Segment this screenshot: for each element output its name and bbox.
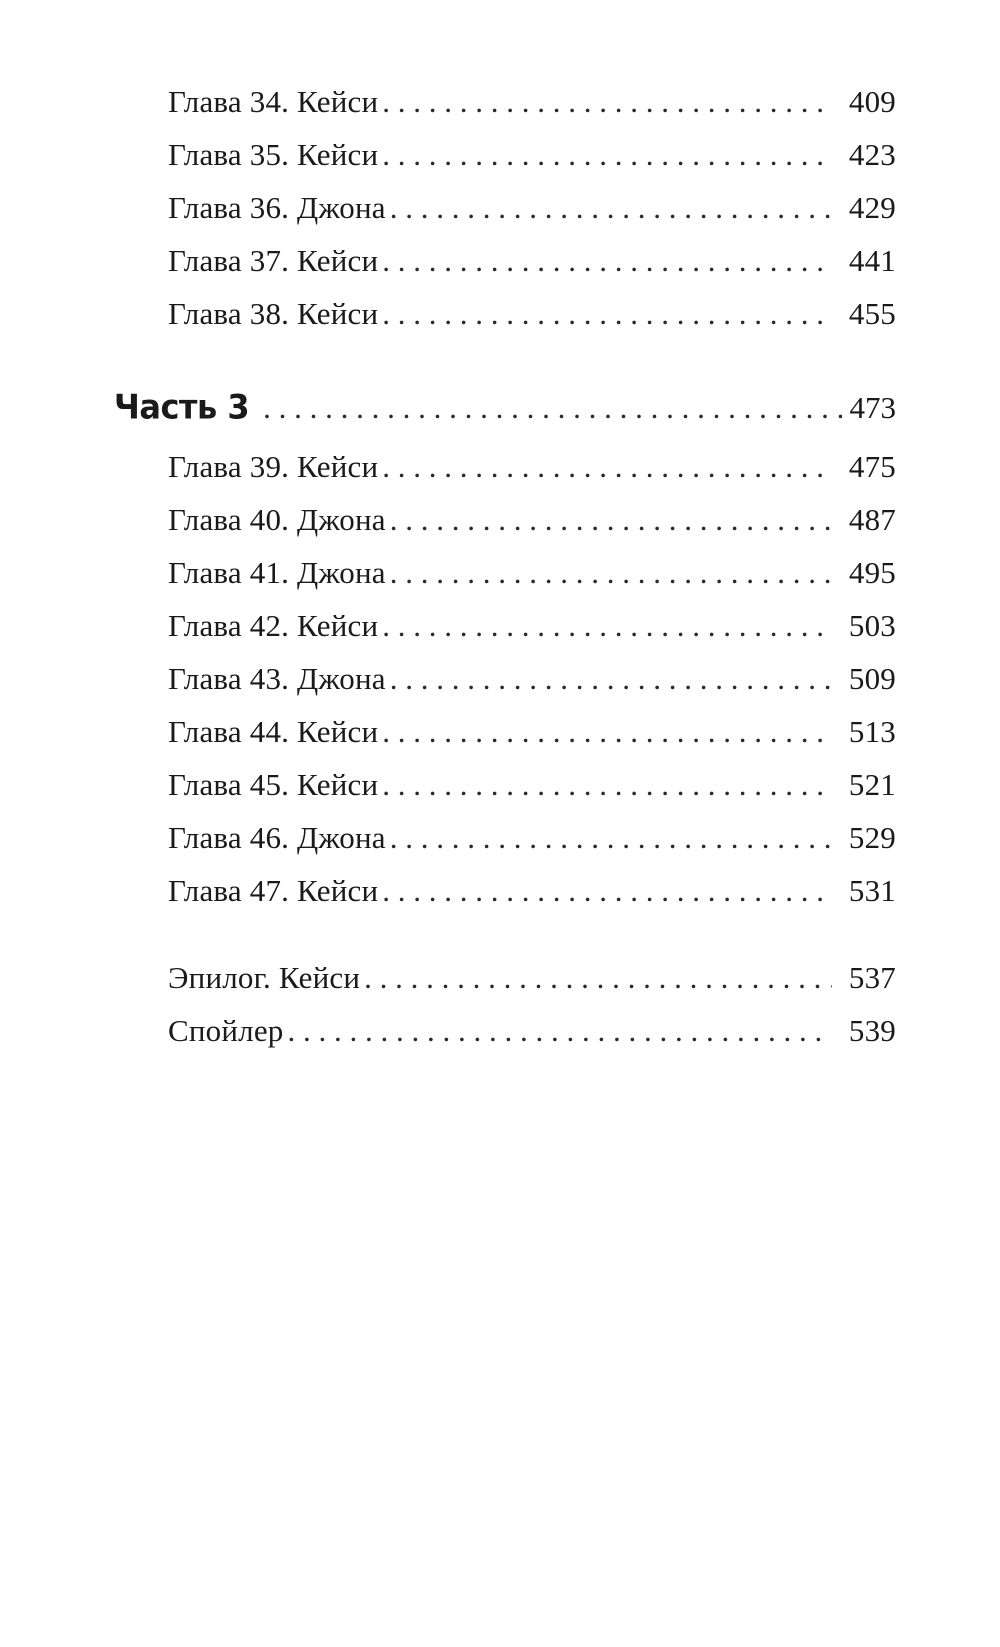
toc-entry-page: 531 (848, 873, 896, 908)
toc-entry-chapter-44 (168, 714, 896, 754)
toc-entry-chapter-38 (168, 296, 896, 336)
dot-leader (263, 390, 841, 426)
toc-entry-title: Глава 35. Кейси (168, 137, 379, 172)
dot-leader (382, 243, 832, 279)
toc-entry-epilogue (168, 960, 896, 1000)
dot-leader (390, 502, 832, 538)
toc-entry-page: 529 (848, 820, 896, 855)
toc-entry-page: 539 (848, 1013, 896, 1048)
dot-leader (364, 960, 832, 996)
toc-entry-title: Глава 39. Кейси (168, 449, 379, 484)
toc-entry-title: Глава 34. Кейси (168, 84, 379, 119)
toc-entry-spoiler (168, 1013, 896, 1053)
toc-entry-page: 495 (848, 555, 896, 590)
part-title: Часть 3 (114, 387, 250, 427)
toc-entry-page: 513 (848, 714, 896, 749)
toc-entry-page: 503 (848, 608, 896, 643)
toc-entry-chapter-45 (168, 767, 896, 807)
toc-entry-chapter-35 (168, 137, 896, 177)
toc-entry-title: Эпилог. Кейси (168, 960, 361, 995)
toc-entry-chapter-43 (168, 661, 896, 701)
toc-entry-title: Глава 41. Джона (168, 555, 386, 590)
toc-entry-title: Глава 40. Джона (168, 502, 386, 537)
dot-leader (382, 873, 832, 909)
toc-entry-chapter-46 (168, 820, 896, 860)
toc-entry-page: 441 (848, 243, 896, 278)
toc-entry-page: 429 (848, 190, 896, 225)
dot-leader (382, 767, 832, 803)
toc-entry-chapter-36 (168, 190, 896, 230)
toc-part-heading (114, 388, 896, 428)
toc-entry-title: Глава 43. Джона (168, 661, 386, 696)
part-page: 473 (849, 390, 896, 425)
toc-entry-title: Глава 47. Кейси (168, 873, 379, 908)
toc-entry-title: Глава 45. Кейси (168, 767, 379, 802)
toc-entry-chapter-47 (168, 873, 896, 913)
toc-entry-title: Глава 46. Джона (168, 820, 386, 855)
toc-entry-page: 455 (848, 296, 896, 331)
toc-entry-chapter-34 (168, 84, 896, 124)
toc-entry-title: Глава 44. Кейси (168, 714, 379, 749)
toc-entry-chapter-40 (168, 502, 896, 542)
toc-entry-title: Глава 42. Кейси (168, 608, 379, 643)
toc-entry-page: 521 (848, 767, 896, 802)
toc-entry-page: 537 (848, 960, 896, 995)
toc-entry-title: Спойлер (168, 1013, 284, 1048)
toc-entry-page: 509 (848, 661, 896, 696)
dot-leader (390, 661, 832, 697)
dot-leader (390, 190, 832, 226)
toc-entry-chapter-37 (168, 243, 896, 283)
toc-entry-title: Глава 38. Кейси (168, 296, 379, 331)
toc-entry-page: 487 (848, 502, 896, 537)
toc-entry-page: 423 (848, 137, 896, 172)
dot-leader (390, 820, 832, 856)
dot-leader (390, 555, 832, 591)
toc-entry-chapter-41 (168, 555, 896, 595)
toc-entry-title: Глава 37. Кейси (168, 243, 379, 278)
dot-leader (382, 449, 832, 485)
toc-entry-chapter-39 (168, 449, 896, 489)
dot-leader (382, 84, 832, 120)
toc-entry-chapter-42 (168, 608, 896, 648)
dot-leader (382, 296, 832, 332)
toc-entry-page: 475 (848, 449, 896, 484)
toc-entry-page: 409 (848, 84, 896, 119)
dot-leader (382, 608, 832, 644)
toc-entry-title: Глава 36. Джона (168, 190, 386, 225)
dot-leader (288, 1013, 833, 1049)
dot-leader (382, 137, 832, 173)
dot-leader (382, 714, 832, 750)
